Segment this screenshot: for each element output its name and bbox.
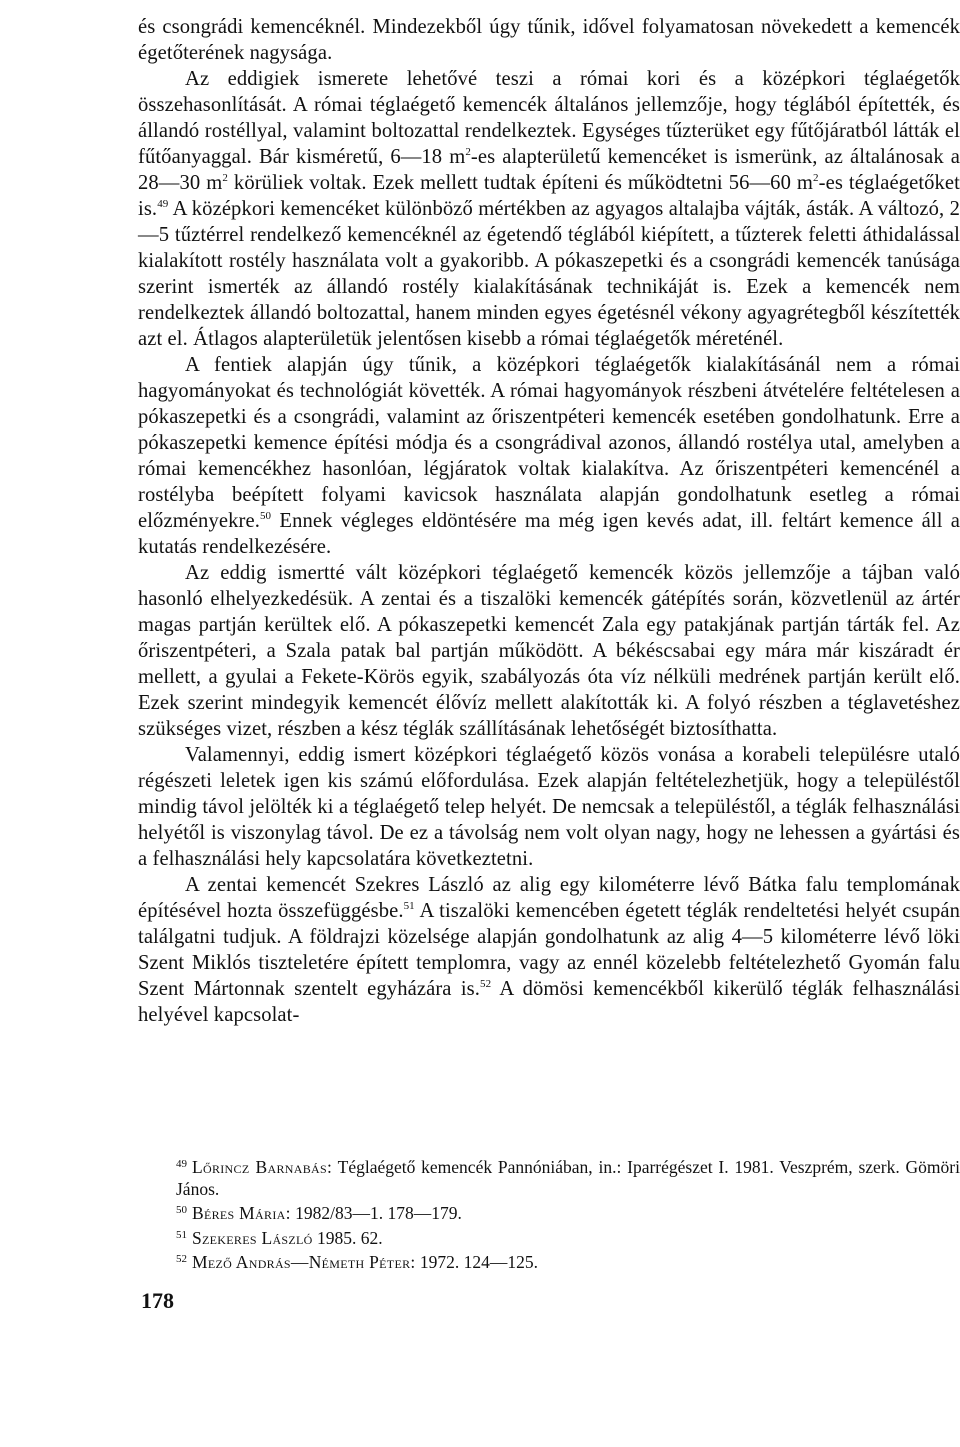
text-run: körüliek voltak. Ezek mellett tudtak építeni és működtetni 56—60 m [227, 172, 814, 194]
footnote-number: 52 [176, 1253, 187, 1265]
footnote-reference: 52 [480, 978, 492, 990]
page-number: 178 [141, 1288, 174, 1313]
footnote-reference: 2 [222, 172, 228, 184]
footnote [138, 1225, 960, 1250]
footnote-number: 50 [176, 1204, 187, 1216]
footnote-text: 1982/83—1. 178—179. [290, 1203, 462, 1223]
footnote-author: Mező András—Németh Péter: [192, 1252, 416, 1272]
paragraph [138, 14, 960, 66]
text-run: Az eddigiek ismerete lehetővé teszi a római kori és a középkori téglaégetők összehasonlítását. A római téglaégető kemencék általános jellemzője, hogy téglából építették, és állandó rostéllyal, valamint boltozattal rendelkeztek. Egységes tűzterüket egy fűtőjáratból látták el fűtőanyaggal. Bár kisméretű, 6—18 m [138, 68, 960, 168]
text-run: Valamennyi, eddig ismert középkori téglaégető közös vonása a korabeli településre utaló régészeti leletek igen kis számú előfordulása. Ezek alapján feltételezhetjük, hogy a településtől mindig távol jelölték ki a téglaégető telep helyét. De nemcsak a településtől, a téglák felhasználási helyétől is viszonylag távol. De ez a távolság nem volt olyan nagy, hogy ne lehessen a gyártási és a felhasználási hely kapcsolatára következtetni. [138, 744, 960, 870]
paragraph [138, 66, 960, 352]
footnote-reference: 50 [259, 510, 272, 522]
footnote-author: Szekeres László [192, 1227, 313, 1248]
footnote-reference: 2 [465, 146, 471, 158]
footnote [138, 1249, 960, 1274]
paragraph [138, 872, 960, 1028]
text-run: A zentai kemencét Szekres László az alig egy kilométerre lévő Bátka falu templomának építésével hozta összefüggésbe. [138, 874, 960, 922]
paragraph [138, 742, 960, 872]
footnotes [138, 1154, 960, 1274]
text-run: -es alapterületű kemencéket is ismerünk, az általánosak a 28—30 m [138, 146, 960, 194]
footnote-reference: 49 [157, 198, 169, 210]
footnote-text: Téglaégető kemencék Pannóniában, in.: Iparrégészet I. 1981. Veszprém, szerk. Gömöri János. [176, 1157, 960, 1199]
footnote-reference: 2 [813, 172, 819, 184]
text-run: -es téglaégetőket is. [138, 172, 960, 220]
text-run: Az eddig ismertté vált középkori téglaégető kemencék közös jellemzője a tájban való hasonló elhelyezkedésük. A zentai és a tiszalöki kemencék gátépítés során, közvetlenül az ártér magas partján kerültek elő. A pókaszepetki kemencét Zala egy patakjának partján tárták fel. Az őriszentpéteri, a Szala patak bal partján működött. A békéscsabai egy mára már kiszáradt ér mellett, a gyulai a Fekete-Körös egyik, szabályozás óta víz nélküli medrének partján került elő. Ezek szerint mindegyik kemencét élővíz mellett alakították ki. A folyó részben a téglavetéshez szükséges vizet, részben a kész téglák szállításának lehetőségét biztosíthatta. [138, 562, 960, 740]
footnote-author: Béres Mária: [192, 1203, 291, 1223]
footnote-text: 1985. 62. [312, 1227, 383, 1248]
text-run: A középkori kemencéket különböző mértékben az agyagos altalajba vájták, ásták. A változó, 2—5 tűztérrel rendelkező kemencéknél az égetendő téglából kiépített, a tűzterek feletti áthidalással kialakított rostély használata volt a gyakoribb. A pókaszepetki és a csongrádi kemencék tanúsága szerint ismerték az állandó rostély kialakításának technikáját is. Ezek a kemencék nem rendelkeztek állandó boltozattal, hanem minden egyes égetésnél vékony agyagrétegből készítették azt el. Átlagos alapterületük jelentősen kisebb a római téglaégetők méreténél. [138, 198, 960, 350]
footnote [138, 1154, 960, 1200]
paragraph [138, 352, 960, 560]
paragraph [138, 560, 960, 742]
footnote-author: Lőrincz Barnabás: [192, 1157, 333, 1177]
text-run: Ennek végleges eldöntésére ma még igen kevés adat, ill. feltárt kemence áll a kutatás rendelkezésére. [138, 510, 960, 558]
text-run: A dömösi kemencékből kikerülő téglák felhasználási helyével kapcsolat- [138, 978, 960, 1026]
footnote-number: 49 [176, 1158, 187, 1170]
footnote-reference: 51 [403, 900, 415, 912]
text-run: A fentiek alapján úgy tűnik, a középkori téglaégetők kialakításánál nem a római hagyományokat és technológiát követték. A római hagyományok részbeni átvételére feltételesen a pókaszepetki és a csongrádi, valamint az őriszentpéteri kemencék esetében gondolhatunk. Erre a pókaszepetki kemence építési módja és a csongrádival azonos, állandó rostélya utal, amelyben a római kemencékhez hasonlóan, légjáratok voltak kialakítva. Az őriszentpéteri kemencénél a rostélyba beépített folyami kavicsok használata alapján gondolhatunk esetleg a római előzményekre. [138, 354, 960, 532]
main-text [138, 14, 960, 1028]
footnote-number: 51 [176, 1228, 187, 1241]
text-run: A tiszalöki kemencében égetett téglák rendeltetési helyét csupán találgatni tudjuk. A földrajzi közelsége alapján gondolhatunk az alig 4—5 kilométerre lévő löki Szent Miklós tiszteletére épített templomra, vagy az ennél közelebb feltételezhető Gyomán falu Szent Mártonnak szentelt egyházára is. [138, 900, 960, 1000]
footnote-text: 1972. 124—125. [415, 1252, 539, 1272]
page-body [138, 14, 960, 1028]
text-run: és csongrádi kemencéknél. Mindezekből úgy tűnik, idővel folyamatosan növekedett a kemencék égetőterének nagysága. [138, 16, 960, 64]
footnote [138, 1200, 960, 1225]
